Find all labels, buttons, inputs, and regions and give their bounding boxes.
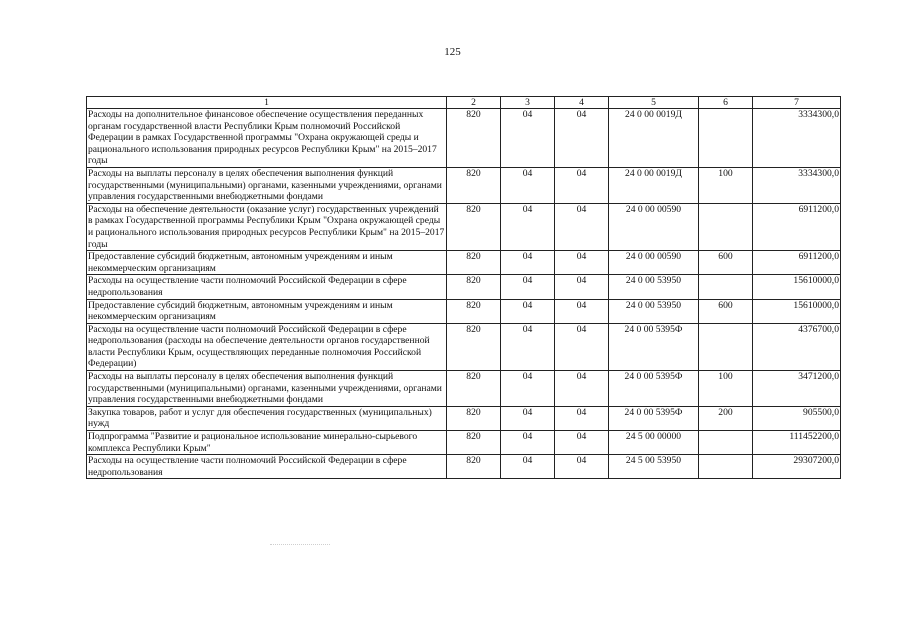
row-expense-type	[699, 455, 753, 479]
table-row	[87, 203, 841, 250]
row-subsection-code: 04	[555, 431, 609, 455]
row-subsection-code: 04	[555, 275, 609, 299]
table-row	[87, 431, 841, 455]
row-section-code: 04	[501, 203, 555, 250]
column-header-6: 6	[699, 97, 753, 109]
row-name: Расходы на осуществление части полномочий Российской Федерации в сфере недропользования	[87, 455, 447, 479]
table-row	[87, 299, 841, 323]
row-amount: 4376700,0	[753, 323, 841, 370]
row-section-code: 04	[501, 323, 555, 370]
row-section-code: 04	[501, 299, 555, 323]
row-ministry-code: 820	[447, 406, 501, 430]
header-row	[87, 97, 841, 109]
column-header-1: 1	[87, 97, 447, 109]
scan-artifact-line	[270, 544, 330, 545]
row-amount: 3334300,0	[753, 109, 841, 168]
row-expense-type	[699, 109, 753, 168]
row-target-code: 24 0 00 5395Ф	[609, 371, 699, 407]
row-target-code: 24 5 00 00000	[609, 431, 699, 455]
table-row	[87, 167, 841, 203]
row-target-code: 24 0 00 00590	[609, 203, 699, 250]
row-name: Расходы на обеспечение деятельности (оказание услуг) государственных учреждений в рамках Государственной программы Республики Крым "Охрана окружающей среды и рационального использования природных ресурсов Республики Крым" на 2015–2017 годы	[87, 203, 447, 250]
table-row	[87, 251, 841, 275]
row-ministry-code: 820	[447, 167, 501, 203]
table-row	[87, 371, 841, 407]
row-ministry-code: 820	[447, 431, 501, 455]
row-expense-type	[699, 431, 753, 455]
row-expense-type: 100	[699, 167, 753, 203]
row-amount: 29307200,0	[753, 455, 841, 479]
row-subsection-code: 04	[555, 203, 609, 250]
column-header-7: 7	[753, 97, 841, 109]
row-name: Предоставление субсидий бюджетным, автономным учреждениям и иным некоммерческим организациям	[87, 251, 447, 275]
row-amount: 6911200,0	[753, 251, 841, 275]
row-section-code: 04	[501, 371, 555, 407]
row-section-code: 04	[501, 109, 555, 168]
row-ministry-code: 820	[447, 323, 501, 370]
row-subsection-code: 04	[555, 455, 609, 479]
row-ministry-code: 820	[447, 455, 501, 479]
row-target-code: 24 0 00 0019Д	[609, 167, 699, 203]
row-section-code: 04	[501, 431, 555, 455]
row-target-code: 24 0 00 53950	[609, 299, 699, 323]
row-target-code: 24 0 00 5395Ф	[609, 406, 699, 430]
row-subsection-code: 04	[555, 406, 609, 430]
row-section-code: 04	[501, 406, 555, 430]
row-ministry-code: 820	[447, 299, 501, 323]
row-amount: 6911200,0	[753, 203, 841, 250]
row-expense-type	[699, 203, 753, 250]
row-ministry-code: 820	[447, 275, 501, 299]
column-header-3: 3	[501, 97, 555, 109]
row-subsection-code: 04	[555, 109, 609, 168]
table-row	[87, 109, 841, 168]
row-amount: 905500,0	[753, 406, 841, 430]
row-section-code: 04	[501, 455, 555, 479]
row-expense-type: 100	[699, 371, 753, 407]
row-name: Расходы на выплаты персоналу в целях обеспечения выполнения функций государственными (муниципальными) органами, казенными учреждениями, органами управления государственными внебюджетными фондами	[87, 167, 447, 203]
row-subsection-code: 04	[555, 299, 609, 323]
row-name: Расходы на выплаты персоналу в целях обеспечения выполнения функций государственными (муниципальными) органами, казенными учреждениями, органами управления государственными внебюджетными фондами	[87, 371, 447, 407]
row-amount: 3334300,0	[753, 167, 841, 203]
row-section-code: 04	[501, 275, 555, 299]
row-target-code: 24 0 00 5395Ф	[609, 323, 699, 370]
row-name: Подпрограмма "Развитие и рациональное использование минерально-сырьевого комплекса Республики Крым"	[87, 431, 447, 455]
row-subsection-code: 04	[555, 371, 609, 407]
row-target-code: 24 0 00 53950	[609, 275, 699, 299]
row-amount: 15610000,0	[753, 299, 841, 323]
row-name: Расходы на дополнительное финансовое обеспечение осуществления переданных органам государственной власти Республики Крым полномочий Российской Федерации в рамках Государственной программы "Охрана окружающей среды и рационального использования природных ресурсов Республики Крым" на 2015–2017 годы	[87, 109, 447, 168]
row-expense-type	[699, 275, 753, 299]
row-name: Закупка товаров, работ и услуг для обеспечения государственных (муниципальных) нужд	[87, 406, 447, 430]
table-row	[87, 406, 841, 430]
row-ministry-code: 820	[447, 251, 501, 275]
row-amount: 15610000,0	[753, 275, 841, 299]
table-row	[87, 323, 841, 370]
column-header-5: 5	[609, 97, 699, 109]
row-ministry-code: 820	[447, 371, 501, 407]
row-name: Расходы на осуществление части полномочий Российской Федерации в сфере недропользования (расходы на обеспечение деятельности органов государственной власти Республики Крым, осуществляющих переданные полномочия Российской Федерации)	[87, 323, 447, 370]
row-subsection-code: 04	[555, 323, 609, 370]
row-expense-type: 200	[699, 406, 753, 430]
row-ministry-code: 820	[447, 109, 501, 168]
row-section-code: 04	[501, 251, 555, 275]
row-expense-type: 600	[699, 299, 753, 323]
row-name: Предоставление субсидий бюджетным, автономным учреждениям и иным некоммерческим организациям	[87, 299, 447, 323]
row-target-code: 24 0 00 00590	[609, 251, 699, 275]
row-expense-type	[699, 323, 753, 370]
table-row	[87, 455, 841, 479]
budget-table	[86, 96, 841, 479]
column-header-4: 4	[555, 97, 609, 109]
row-amount: 111452200,0	[753, 431, 841, 455]
column-header-2: 2	[447, 97, 501, 109]
row-ministry-code: 820	[447, 203, 501, 250]
row-name: Расходы на осуществление части полномочий Российской Федерации в сфере недропользования	[87, 275, 447, 299]
row-section-code: 04	[501, 167, 555, 203]
row-subsection-code: 04	[555, 167, 609, 203]
row-expense-type: 600	[699, 251, 753, 275]
table-row	[87, 275, 841, 299]
row-amount: 3471200,0	[753, 371, 841, 407]
row-target-code: 24 5 00 53950	[609, 455, 699, 479]
page-number: 125	[444, 46, 461, 58]
row-target-code: 24 0 00 0019Д	[609, 109, 699, 168]
row-subsection-code: 04	[555, 251, 609, 275]
